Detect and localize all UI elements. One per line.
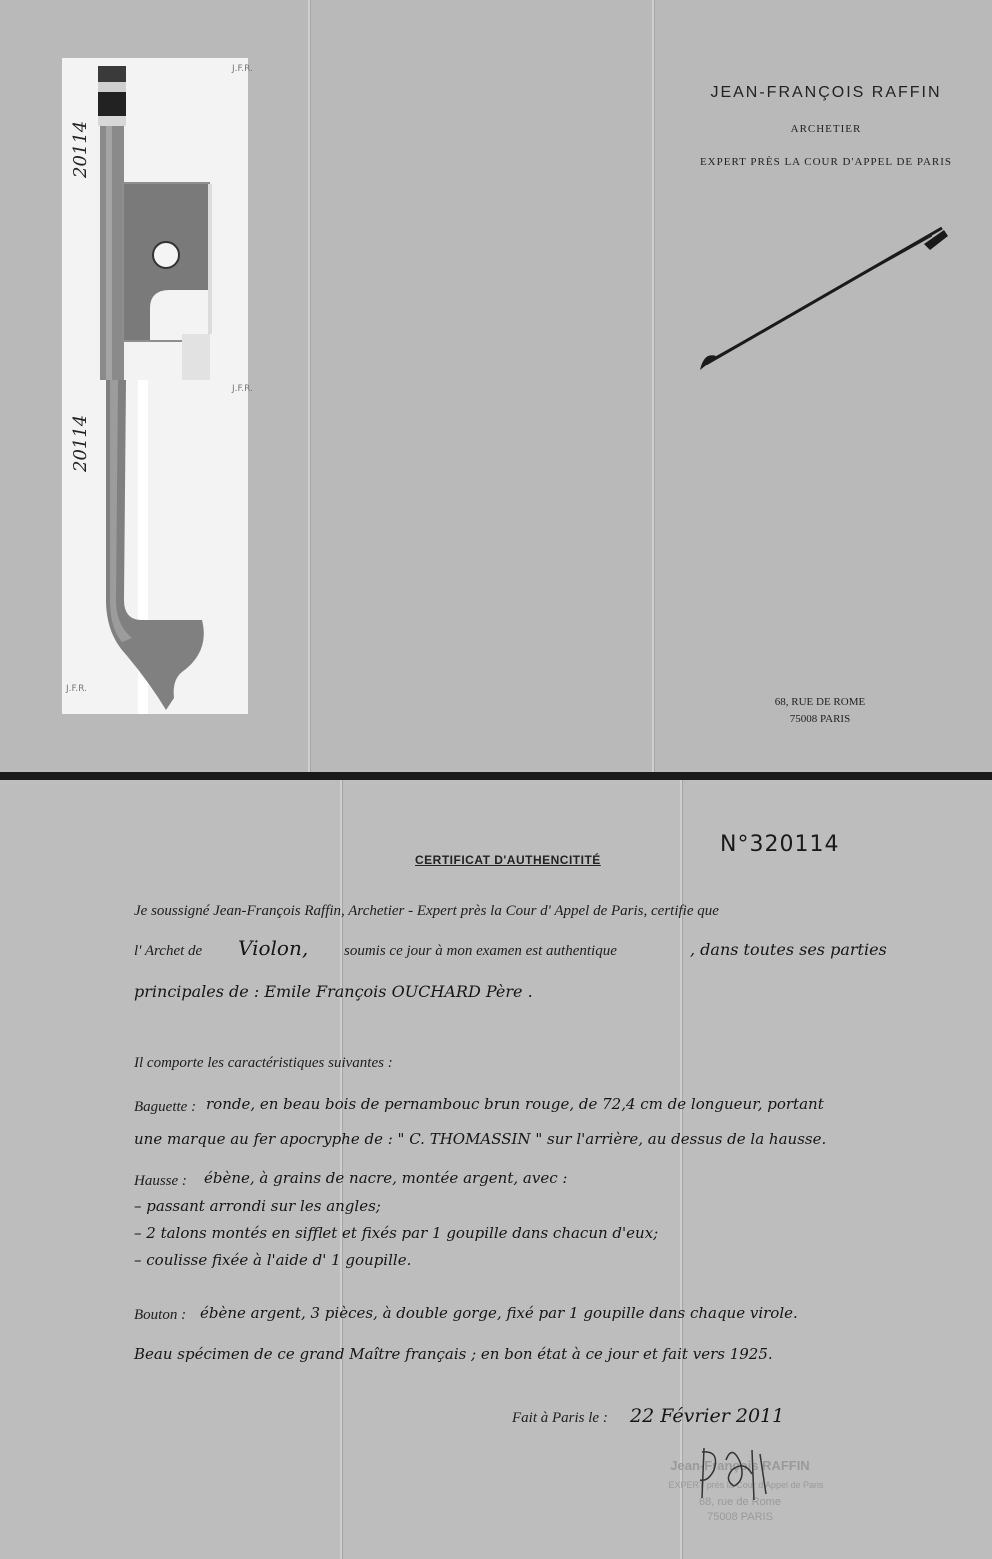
- fold-line: [652, 0, 654, 772]
- cert-archet-hand: , dans toutes ses parties: [690, 940, 887, 959]
- bouton-description: ébène argent, 3 pièces, à double gorge, fixé par 1 goupille dans chaque virole.: [200, 1304, 798, 1322]
- bow-frog-illustration: [62, 58, 248, 380]
- certificate-date: 22 Février 2011: [630, 1405, 785, 1427]
- characteristics-intro: Il comporte les caractéristiques suivantes :: [134, 1055, 393, 1071]
- photo-stamp: J.F.R.: [232, 64, 253, 74]
- certificate-title: CERTIFICAT D'AUTHENCITITÉ: [415, 853, 601, 867]
- cert-maker: principales de : Emile François OUCHARD Père .: [134, 982, 533, 1001]
- bow-logo: [696, 222, 952, 378]
- stamp-name: Jean-François RAFFIN: [670, 1458, 810, 1473]
- letterhead-name: JEAN-FRANÇOIS RAFFIN: [710, 84, 942, 101]
- cert-archet-middle: soumis ce jour à mon examen est authentique: [344, 943, 617, 959]
- bouton-label: Bouton :: [134, 1307, 187, 1323]
- baguette-label: Baguette :: [134, 1099, 197, 1115]
- cert-archet-prefix: l' Archet de: [134, 943, 203, 959]
- stamp-address: 68, rue de Rome: [699, 1496, 781, 1508]
- photo-number-label: 20114: [70, 414, 91, 472]
- letterhead-role: ARCHETIER: [790, 123, 862, 135]
- signature: [690, 1440, 780, 1512]
- baguette-description-cont: une marque au fer apocryphe de : " C. THOMASSIN " sur l'arrière, au dessus de la hausse.: [134, 1130, 827, 1148]
- certificate-number: N°320114: [720, 832, 840, 857]
- certificate-folder-front: [0, 0, 992, 772]
- hausse-description: ébène, à grains de nacre, montée argent, avec :: [204, 1169, 568, 1187]
- letterhead-expert: EXPERT PRÈS LA COUR D'APPEL DE PARIS: [699, 156, 953, 168]
- baguette-description: ronde, en beau bois de pernambouc brun rouge, de 72,4 cm de longueur, portant: [206, 1095, 824, 1113]
- stamp-city: 75008 PARIS: [707, 1511, 773, 1523]
- photo-stamp: J.F.R.: [66, 684, 87, 694]
- letterhead-address-street: 68, RUE DE ROME: [774, 696, 866, 708]
- hausse-detail: – passant arrondi sur les angles;: [134, 1197, 381, 1215]
- fold-line: [308, 0, 310, 772]
- hausse-label: Hausse :: [134, 1173, 187, 1189]
- conclusion: Beau spécimen de ce grand Maître français ; en bon état à ce jour et fait vers 1925.: [134, 1345, 773, 1363]
- cert-statement-line1: Je soussigné Jean-François Raffin, Archetier - Expert près la Cour d' Appel de Paris, certifie que: [134, 903, 719, 919]
- photo-number-label: 20114: [70, 120, 91, 178]
- stamp-role: EXPERT près la Cour d'Appel de Paris: [668, 1480, 824, 1490]
- hausse-detail: – coulisse fixée à l'aide d' 1 goupille.: [134, 1251, 412, 1269]
- cert-instrument: Violon,: [238, 936, 309, 960]
- bow-head-photo: [62, 380, 253, 714]
- fait-label: Fait à Paris le :: [512, 1410, 608, 1426]
- photo-stamp: J.F.R.: [232, 384, 253, 394]
- bow-frog-photo: [62, 58, 253, 380]
- letterhead-address-city: 75008 PARIS: [789, 713, 851, 725]
- hausse-detail: – 2 talons montés en sifflet et fixés par 1 goupille dans chacun d'eux;: [134, 1224, 659, 1242]
- fold-line: [680, 780, 682, 1559]
